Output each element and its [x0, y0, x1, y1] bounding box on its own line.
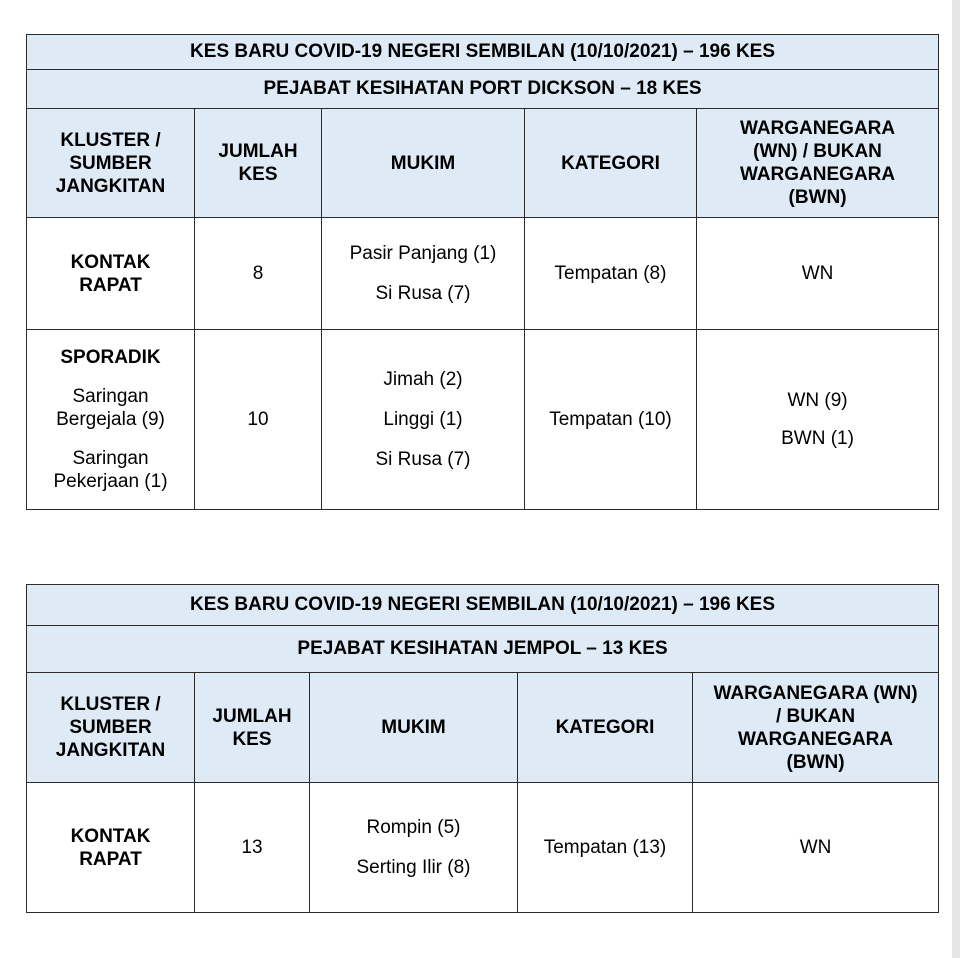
- table-row: [27, 783, 939, 913]
- cell-kluster: KONTAK RAPAT: [27, 783, 195, 913]
- header-jumlah-kes: JUMLAH KES: [195, 109, 322, 218]
- cell-kategori: Tempatan (10): [525, 330, 697, 510]
- header-warganegara: WARGANEGARA (WN) / BUKAN WARGANEGARA (BWN): [697, 109, 939, 218]
- header-kategori: KATEGORI: [525, 109, 697, 218]
- cell-mukim: Rompin (5) Serting Ilir (8): [310, 783, 518, 913]
- cell-jumlah: 10: [195, 330, 322, 510]
- cell-mukim: Pasir Panjang (1) Si Rusa (7): [322, 218, 525, 330]
- cell-kategori: Tempatan (8): [525, 218, 697, 330]
- header-mukim: MUKIM: [322, 109, 525, 218]
- table-title: KES BARU COVID-19 NEGERI SEMBILAN (10/10/2021) – 196 KES: [27, 35, 939, 70]
- cell-mukim: Jimah (2) Linggi (1) Si Rusa (7): [322, 330, 525, 510]
- port-dickson-table: [26, 34, 939, 510]
- cell-kategori: Tempatan (13): [518, 783, 693, 913]
- cell-kluster: SPORADIK Saringan Bergejala (9) Saringan Pekerjaan (1): [27, 330, 195, 510]
- header-kluster: KLUSTER / SUMBER JANGKITAN: [27, 673, 195, 783]
- header-kategori: KATEGORI: [518, 673, 693, 783]
- cell-warganegara: WN (9) BWN (1): [697, 330, 939, 510]
- table-title: KES BARU COVID-19 NEGERI SEMBILAN (10/10/2021) – 196 KES: [27, 585, 939, 626]
- cell-jumlah: 13: [195, 783, 310, 913]
- cell-kluster: KONTAK RAPAT: [27, 218, 195, 330]
- cell-warganegara: WN: [693, 783, 939, 913]
- cell-warganegara: WN: [697, 218, 939, 330]
- table-subtitle: PEJABAT KESIHATAN PORT DICKSON – 18 KES: [27, 70, 939, 109]
- header-kluster: KLUSTER / SUMBER JANGKITAN: [27, 109, 195, 218]
- cell-jumlah: 8: [195, 218, 322, 330]
- header-jumlah-kes: JUMLAH KES: [195, 673, 310, 783]
- jempol-table: [26, 584, 939, 913]
- table-row: [27, 330, 939, 510]
- page-edge: [952, 0, 960, 958]
- table-row: [27, 218, 939, 330]
- table-subtitle: PEJABAT KESIHATAN JEMPOL – 13 KES: [27, 626, 939, 673]
- header-mukim: MUKIM: [310, 673, 518, 783]
- header-warganegara: WARGANEGARA (WN) / BUKAN WARGANEGARA (BWN): [693, 673, 939, 783]
